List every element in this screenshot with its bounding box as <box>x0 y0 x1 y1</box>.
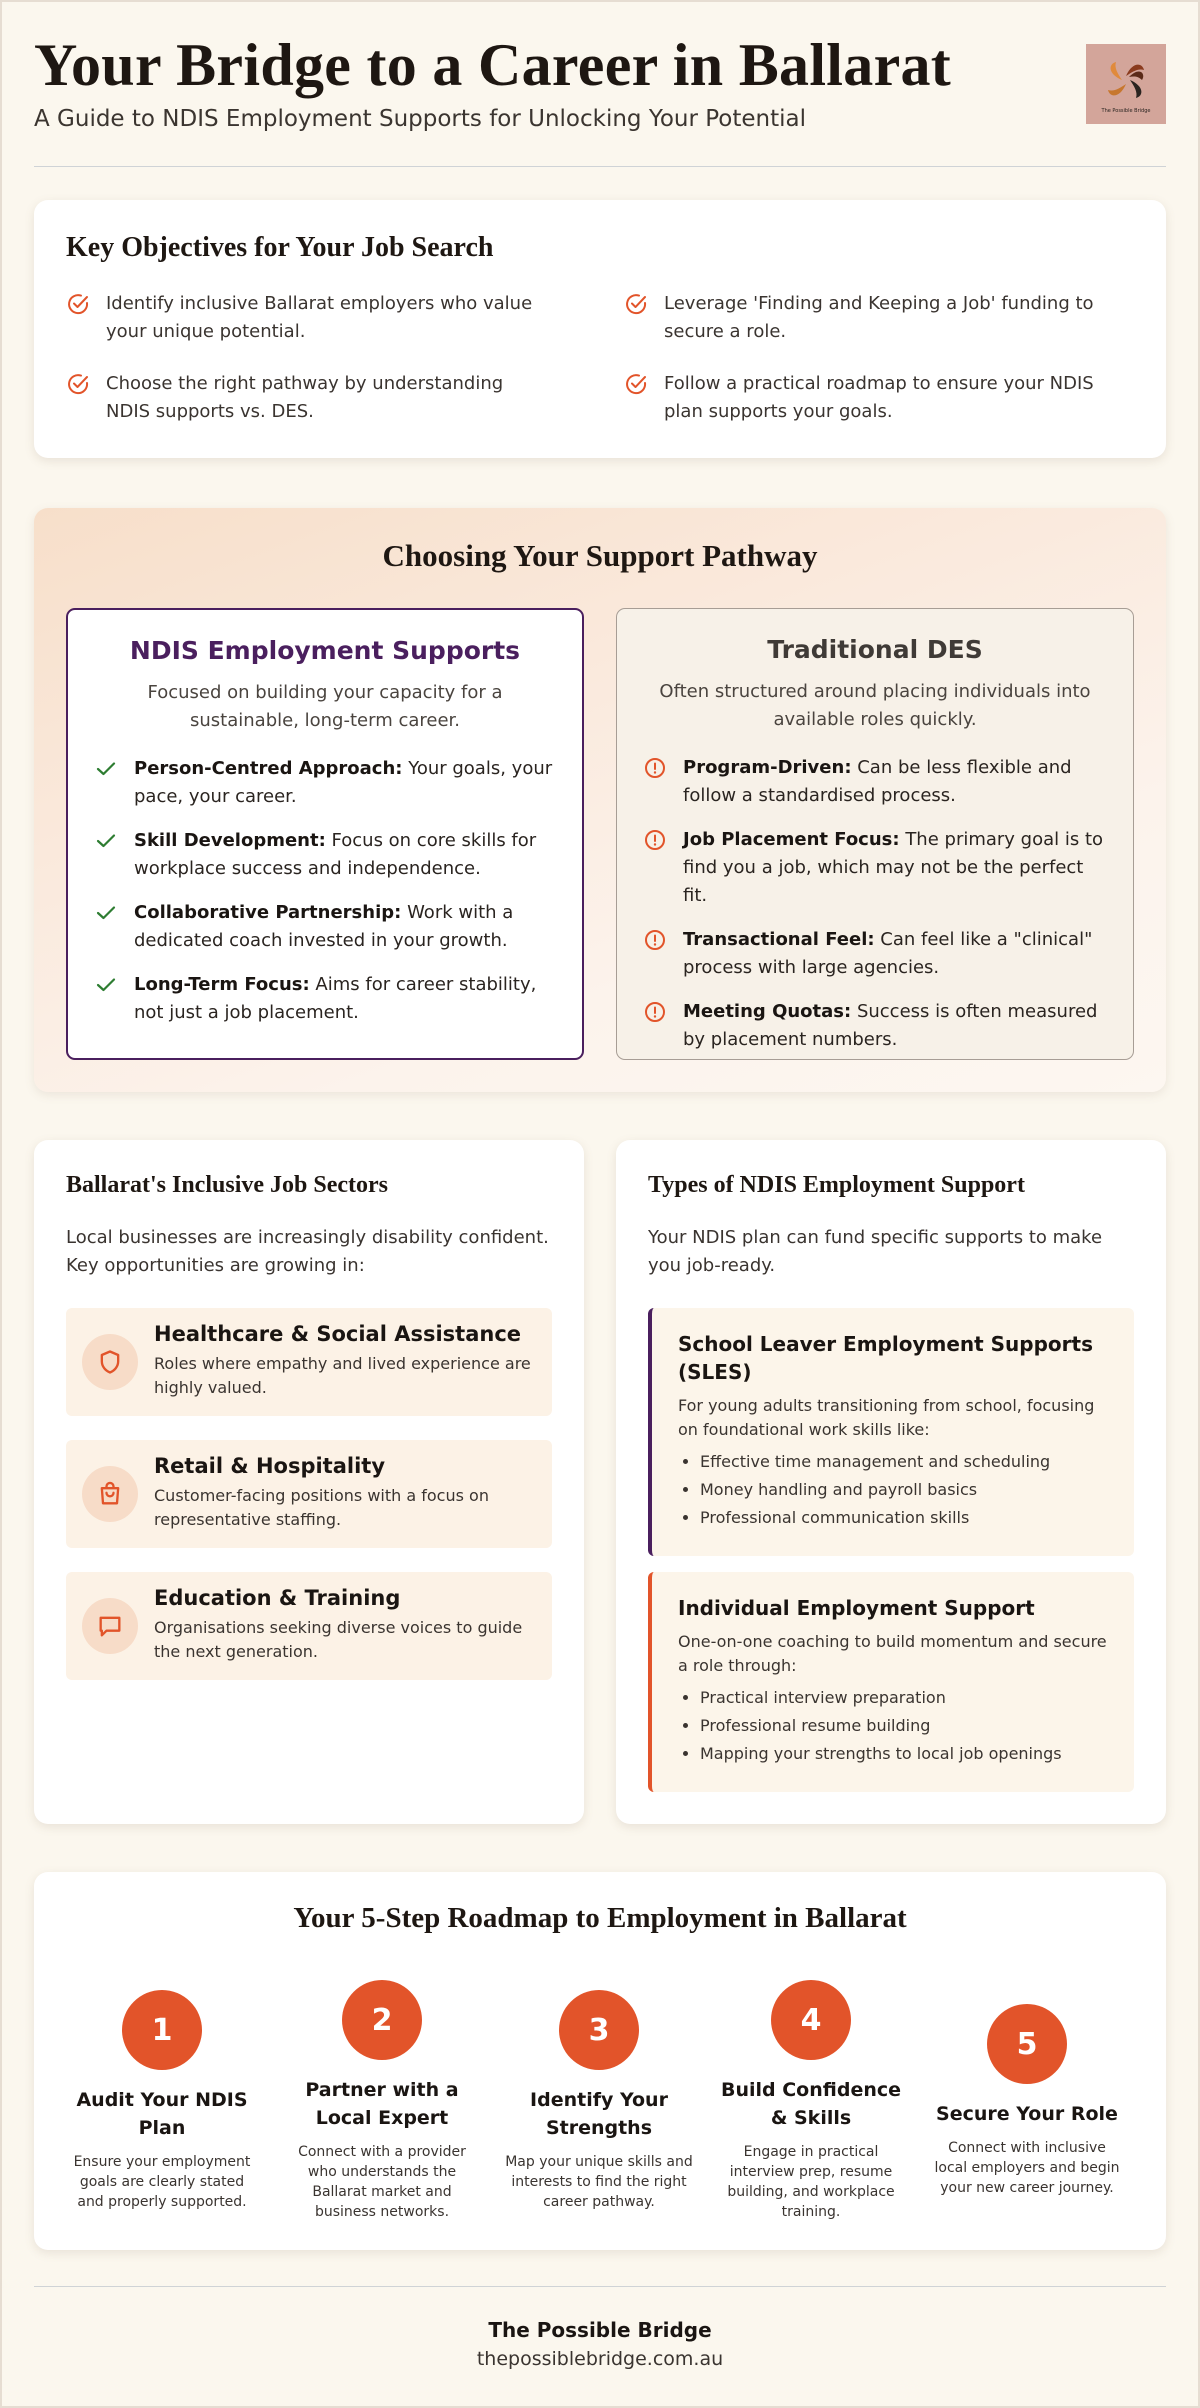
objective-item <box>624 370 1104 426</box>
feature-text: Aims for career stability, not just a job placement. <box>134 974 537 1023</box>
checkmark-icon <box>94 757 118 781</box>
step-desc: Connect with inclusive local employers and begin your new career journey. <box>934 2140 1120 2196</box>
checkmark-icon <box>94 829 118 853</box>
step-desc: Engage in practical interview prep, resume building, and workplace training. <box>727 2144 895 2220</box>
pathway-title: Choosing Your Support Pathway <box>382 538 818 573</box>
list-item: • Practical interview preparation <box>700 1684 1112 1712</box>
check-circle-icon <box>624 292 648 316</box>
roadmap-title: Your 5-Step Roadmap to Employment in Ballarat <box>293 1902 907 1934</box>
check-circle-icon <box>66 292 90 316</box>
feature-label: Collaborative Partnership: <box>134 902 402 923</box>
feature-label: Meeting Quotas: <box>683 1001 852 1022</box>
objective-text: Follow a practical roadmap to ensure your NDIS plan supports your goals. <box>664 373 1094 422</box>
sles-desc: For young adults transitioning from school, focusing on foundational work skills like: <box>678 1396 1095 1439</box>
sector-icon-badge <box>82 1334 138 1390</box>
objective-item <box>66 290 546 346</box>
logo-swirl-icon <box>1100 54 1152 106</box>
ndis-box-lead: Focused on building your capacity for a sustainable, long-term career. <box>147 682 503 731</box>
objective-text: Leverage 'Finding and Keeping a Job' funding to secure a role. <box>664 293 1094 342</box>
objectives-card <box>34 200 1166 458</box>
roadmap-step <box>67 1990 257 2212</box>
des-box-lead: Often structured around placing individuals into available roles quickly. <box>659 681 1091 730</box>
step-desc: Ensure your employment goals are clearly stated and properly supported. <box>73 2154 251 2210</box>
checkmark-icon <box>94 901 118 925</box>
feature-text: Your goals, your pace, your career. <box>134 758 553 807</box>
list-item: • Mapping your strengths to local job openings <box>700 1740 1112 1768</box>
support-types-card <box>616 1140 1166 1824</box>
feature-text: Can feel like a "clinical" process with large agencies. <box>683 929 1093 978</box>
feature-label: Skill Development: <box>134 830 326 851</box>
feature-label: Job Placement Focus: <box>683 829 900 850</box>
page-subtitle: A Guide to NDIS Employment Supports for Unlocking Your Potential <box>34 106 807 132</box>
check-circle-icon <box>66 372 90 396</box>
sector-title: Healthcare & Social Assistance <box>154 1322 522 1346</box>
sector-desc: Roles where empathy and lived experience are highly valued. <box>154 1354 531 1397</box>
step-number: 1 <box>122 1990 202 2070</box>
ndis-feature-item <box>94 755 556 811</box>
objective-text: Choose the right pathway by understanding NDIS supports vs. DES. <box>106 373 504 422</box>
des-feature-item <box>643 926 1107 982</box>
step-desc: Map your unique skills and interests to find the right career pathway. <box>505 2154 693 2210</box>
feature-label: Person-Centred Approach: <box>134 758 403 779</box>
chat-icon <box>96 1612 124 1640</box>
step-number: 3 <box>559 1990 639 2070</box>
pathway-section <box>34 508 1166 1092</box>
alert-circle-icon <box>643 928 667 952</box>
sector-desc: Customer-facing positions with a focus on representative staffing. <box>154 1486 489 1529</box>
individual-support-box <box>648 1572 1134 1792</box>
step-number: 4 <box>771 1980 851 2060</box>
sector-title: Retail & Hospitality <box>154 1454 386 1478</box>
sectors-title: Ballarat's Inclusive Job Sectors <box>66 1172 388 1198</box>
objective-item <box>66 370 546 426</box>
page-header <box>34 30 1166 168</box>
des-feature-item <box>643 826 1107 910</box>
sector-icon-badge <box>82 1466 138 1522</box>
feature-text: Work with a dedicated coach invested in your growth. <box>134 902 514 951</box>
support-types-title: Types of NDIS Employment Support <box>648 1172 1025 1198</box>
sector-desc: Organisations seeking diverse voices to guide the next generation. <box>154 1618 523 1661</box>
objectives-title: Key Objectives for Your Job Search <box>66 232 494 263</box>
objective-item <box>624 290 1104 346</box>
feature-label: Long-Term Focus: <box>134 974 310 995</box>
roadmap-step <box>932 2004 1122 2198</box>
objective-text: Identify inclusive Ballarat employers who value your unique potential. <box>106 293 533 342</box>
ndis-supports-box <box>66 608 584 1060</box>
footer-divider <box>34 2286 1166 2287</box>
roadmap-card <box>34 1872 1166 2250</box>
support-types-intro: Your NDIS plan can fund specific supports to make you job-ready. <box>648 1227 1103 1276</box>
sector-icon-badge <box>82 1598 138 1654</box>
ndis-feature-item <box>94 899 556 955</box>
alert-circle-icon <box>643 1000 667 1024</box>
checkmark-icon <box>94 973 118 997</box>
step-number: 2 <box>342 1980 422 2060</box>
feature-label: Transactional Feel: <box>683 929 875 950</box>
footer-website-link[interactable]: thepossiblebridge.com.au <box>476 2348 724 2370</box>
ies-title: Individual Employment Support <box>678 1596 1035 1620</box>
shopping-bag-icon <box>96 1480 124 1508</box>
list-item: • Professional resume building <box>700 1712 1112 1740</box>
des-box-title: Traditional DES <box>767 635 983 664</box>
roadmap-step <box>716 1980 906 2222</box>
ies-desc: One-on-one coaching to build momentum and secure a role through: <box>678 1632 1107 1675</box>
list-item: • Effective time management and scheduling <box>700 1448 1112 1476</box>
check-circle-icon <box>624 372 648 396</box>
sles-title: School Leaver Employment Supports (SLES) <box>678 1332 1093 1384</box>
feature-text: Can be less flexible and follow a standardised process. <box>683 757 1072 806</box>
roadmap-step <box>287 1980 477 2222</box>
feature-label: Program-Driven: <box>683 757 852 778</box>
feature-text: The primary goal is to find you a job, which may not be the perfect fit. <box>683 829 1104 906</box>
des-feature-item <box>643 754 1107 810</box>
logo-text: The Possible Bridge <box>1101 108 1151 114</box>
sles-support-box <box>648 1308 1134 1556</box>
alert-circle-icon <box>643 756 667 780</box>
sles-skills-list <box>700 1448 1112 1532</box>
step-title: Audit Your NDIS Plan <box>76 2089 248 2139</box>
ndis-box-title: NDIS Employment Supports <box>129 636 521 665</box>
brand-logo <box>1086 44 1166 124</box>
des-feature-item <box>643 998 1107 1054</box>
step-title: Identify Your Strengths <box>530 2089 668 2139</box>
step-title: Build Confidence & Skills <box>720 2079 902 2129</box>
page-title: Your Bridge to a Career in Ballarat <box>34 32 952 98</box>
header-divider <box>34 166 1166 167</box>
ndis-feature-item <box>94 971 556 1027</box>
sectors-intro: Local businesses are increasingly disability confident. Key opportunities are growing in: <box>66 1227 549 1276</box>
job-sectors-card <box>34 1140 584 1824</box>
feature-text: Success is often measured by placement numbers. <box>683 1001 1098 1050</box>
traditional-des-box <box>616 608 1134 1060</box>
sector-title: Education & Training <box>154 1586 401 1610</box>
footer-brand-name: The Possible Bridge <box>488 2318 712 2342</box>
roadmap-step <box>504 1990 694 2212</box>
ndis-feature-item <box>94 827 556 883</box>
sector-item <box>66 1440 552 1548</box>
feature-text: Focus on core skills for workplace success and independence. <box>134 830 537 879</box>
step-desc: Connect with a provider who understands the Ballarat market and business networks. <box>298 2144 466 2220</box>
list-item: • Professional communication skills <box>700 1504 1112 1532</box>
step-title: Secure Your Role <box>936 2103 1118 2125</box>
sector-item <box>66 1308 552 1416</box>
step-number: 5 <box>987 2004 1067 2084</box>
shield-icon <box>96 1348 124 1376</box>
sector-item <box>66 1572 552 1680</box>
ies-skills-list <box>700 1684 1112 1768</box>
step-title: Partner with a Local Expert <box>305 2079 459 2129</box>
list-item: • Money handling and payroll basics <box>700 1476 1112 1504</box>
alert-circle-icon <box>643 828 667 852</box>
